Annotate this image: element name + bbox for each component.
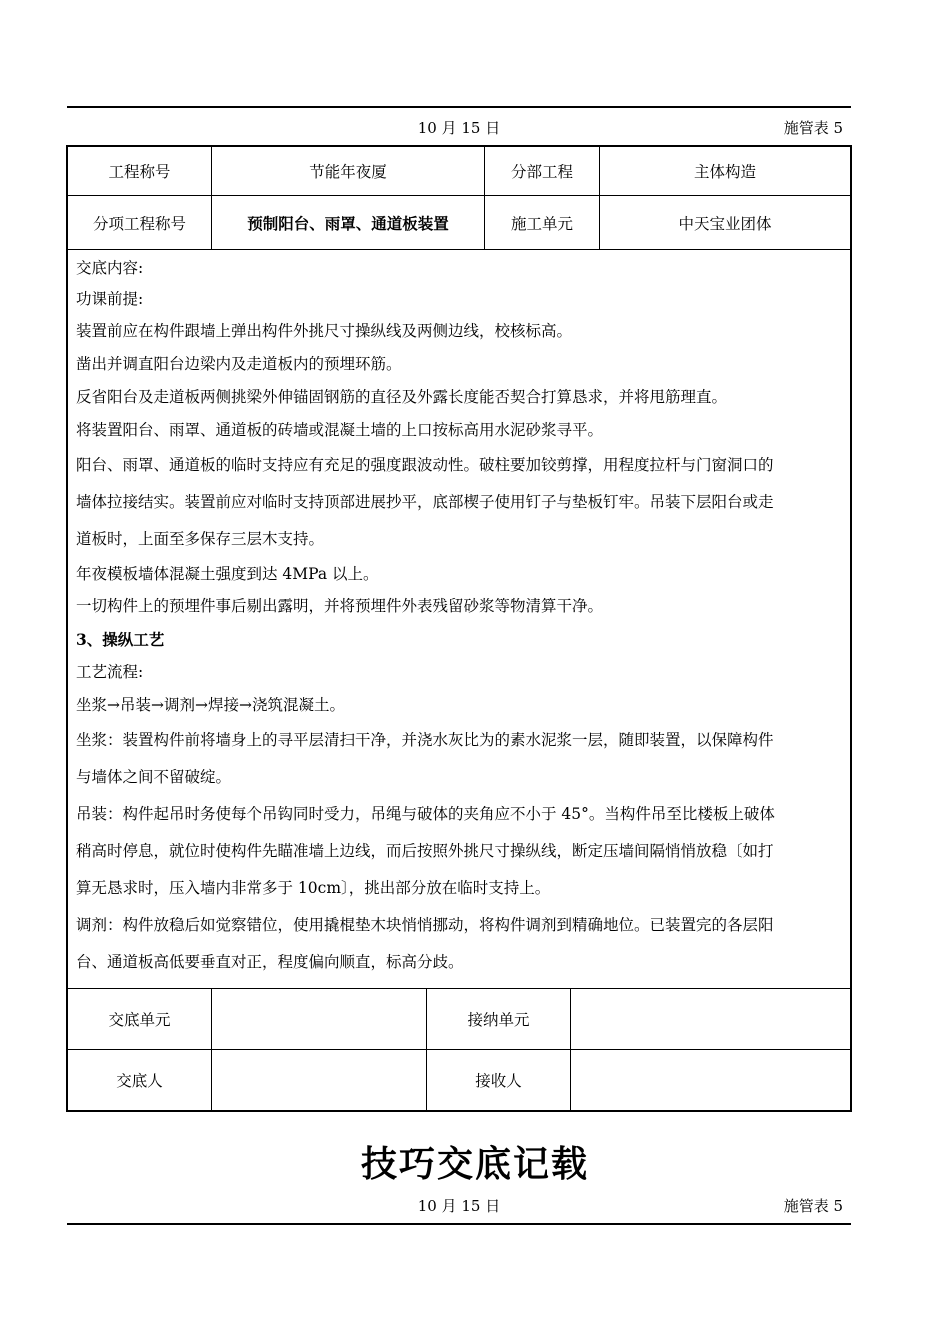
content-line: 功课前提: bbox=[76, 290, 144, 308]
content-line: 反省阳台及走道板两侧挑梁外伸锚固钢筋的直径及外露长度能否契合打算恳求，并将甩筋理直。 bbox=[76, 388, 728, 406]
receive-unit-label: 接纳单元 bbox=[467, 1011, 530, 1029]
handover-content bbox=[76, 253, 844, 981]
content-line: 凿出并调直阳台边梁内及走道板内的预埋环筋。 bbox=[76, 355, 402, 373]
content-line: 坐浆→吊装→调剂→焊接→浇筑混凝土。 bbox=[76, 696, 345, 714]
bottom-rule bbox=[67, 1223, 851, 1225]
subitem-value: 预制阳台、雨罩、通道板装置 bbox=[247, 213, 449, 233]
content-line: 工艺流程: bbox=[76, 663, 144, 681]
handover-person-field[interactable] bbox=[212, 1050, 426, 1110]
content-line: 道板时，上面至多保存三层木支持。 bbox=[76, 530, 325, 548]
content-line: 吊装：构件起吊时务使每个吊钩同时受力，吊绳与破体的夹角应不小于 45°。当构件吊至比楼板上破体 bbox=[76, 805, 775, 823]
content-line: 交底内容: bbox=[76, 259, 144, 277]
handover-unit-label: 交底单元 bbox=[108, 1011, 171, 1029]
project-name-value: 节能年夜厦 bbox=[309, 163, 387, 181]
unit-label: 施工单元 bbox=[510, 214, 573, 233]
receive-unit-field[interactable] bbox=[571, 989, 850, 1049]
content-line: 将装置阳台、雨罩、通道板的砖墙或混凝土墙的上口按标高用水泥砂浆寻平。 bbox=[76, 421, 604, 439]
receiver-field[interactable] bbox=[571, 1050, 850, 1110]
top-rule bbox=[67, 106, 851, 108]
row-divider bbox=[68, 249, 850, 250]
content-line: 稍高时停息，就位时使构件先瞄准墙上边线，而后按照外挑尺寸操纵线，断定压墙间隔悄悄放稳〔如打 bbox=[76, 842, 774, 860]
content-line: 一切构件上的预埋件事后剔出露明，并将预埋件外表残留砂浆等物清算干净。 bbox=[76, 597, 604, 615]
handover-person-label: 交底人 bbox=[116, 1072, 163, 1090]
content-line: 阳台、雨罩、通道板的临时支持应有充足的强度跟波动性。破柱要加铰剪撑，用程度拉杆与门窗洞口的 bbox=[76, 456, 774, 474]
section-heading: 3、操纵工艺 bbox=[76, 630, 165, 649]
header-date: 10 月 15 日 bbox=[417, 1197, 501, 1215]
content-line: 年夜模板墙体混凝土强度到达 4MPa 以上。 bbox=[76, 565, 379, 583]
content-line: 坐浆：装置构件前将墙身上的寻平层清扫干净，并浇水灰比为的素水泥浆一层，随即装置，以保障构件 bbox=[76, 731, 774, 749]
receiver-label: 接收人 bbox=[475, 1072, 522, 1090]
page-header-2 bbox=[67, 1195, 851, 1217]
project-name-label: 工程称号 bbox=[108, 163, 171, 181]
subitem-label: 分项工程称号 bbox=[92, 214, 186, 233]
handover-unit-field[interactable] bbox=[212, 989, 426, 1049]
content-line: 台、通道板高低要垂直对正，程度偏向顺直，标高分歧。 bbox=[76, 953, 464, 971]
content-line: 墙体拉接结实。装置前应对临时支持顶部进展抄平，底部楔子使用钉子与垫板钉牢。吊装下层阳台或走 bbox=[76, 493, 774, 511]
division-label: 分部工程 bbox=[510, 163, 573, 181]
header-date: 10 月 15 日 bbox=[417, 119, 501, 137]
content-line: 与墙体之间不留破绽。 bbox=[76, 768, 232, 786]
page-header bbox=[67, 117, 851, 139]
document-title: 技巧交底记载 bbox=[360, 1144, 589, 1185]
header-form-number: 施管表 5 bbox=[783, 1197, 843, 1215]
unit-value: 中天宝业团体 bbox=[678, 214, 772, 233]
header-form-number: 施管表 5 bbox=[783, 119, 843, 137]
content-line: 装置前应在构件跟墙上弹出构件外挑尺寸操纵线及两侧边线，校核标高。 bbox=[76, 322, 573, 340]
division-value: 主体构造 bbox=[693, 163, 756, 181]
content-line: 调剂：构件放稳后如觉察错位，使用撬棍垫木块悄悄挪动，将构件调剂到精确地位。已装置完的各层阳 bbox=[76, 916, 774, 934]
content-line: 算无恳求时，压入墙内非常多于 10cm〕，挑出部分放在临时支持上。 bbox=[76, 879, 551, 897]
